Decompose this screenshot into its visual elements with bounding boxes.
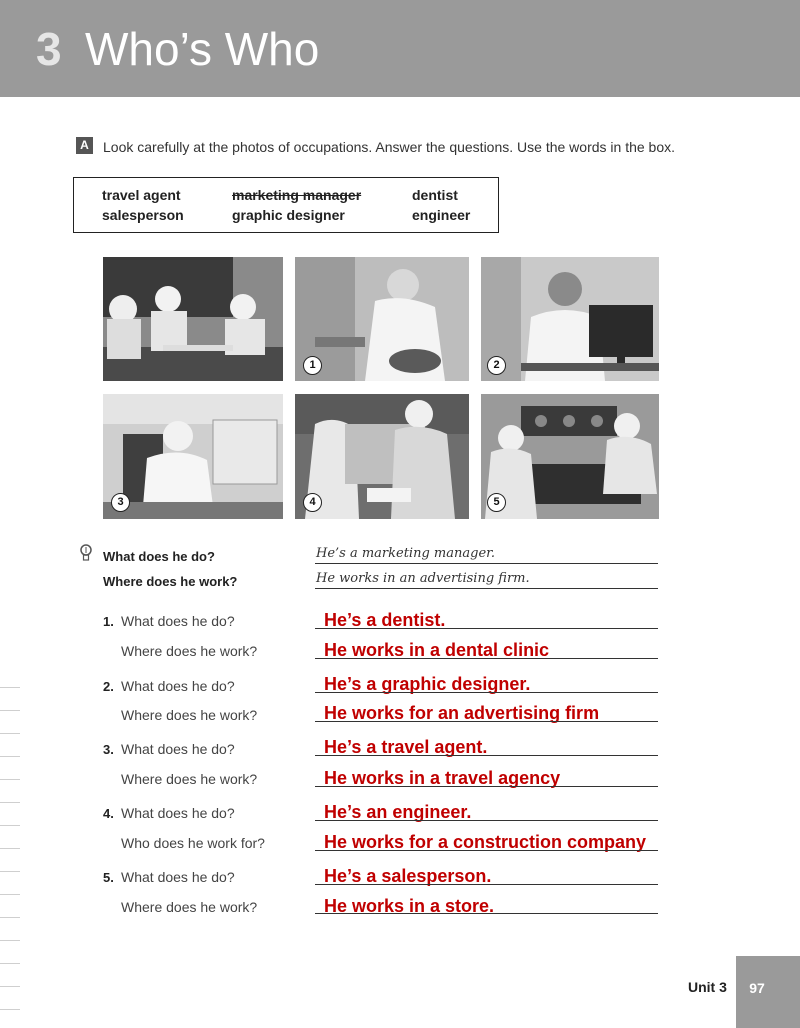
answer-text: He works for a construction company: [324, 832, 647, 852]
answer-text: He’s a graphic designer.: [324, 674, 531, 694]
question-text: What does he do?: [121, 678, 235, 694]
answer-line: [315, 721, 658, 722]
answer-line: [315, 563, 658, 564]
lightbulb-icon: [80, 544, 92, 562]
footer-unit-label: Unit 3: [688, 979, 727, 995]
margin-tick: [0, 871, 20, 872]
question-text: Who does he work for?: [121, 835, 265, 851]
answer-text: He works in a travel agency: [324, 768, 561, 788]
question-text: Where does he work?: [121, 771, 258, 787]
answer-line: [315, 884, 658, 885]
photo-marketing-meeting: [103, 257, 283, 381]
answer-line: [315, 692, 658, 693]
word-box-item: dentist: [412, 187, 458, 203]
margin-tick: [0, 963, 20, 964]
margin-tick: [0, 848, 20, 849]
margin-tick: [0, 917, 20, 918]
question-number: 5.: [103, 870, 114, 885]
unit-number: 3: [36, 23, 62, 75]
answer-line: [315, 755, 658, 756]
answer-text: He’s a salesperson.: [324, 866, 492, 886]
answer-text: He works in a dental clinic: [324, 640, 550, 660]
margin-tick: [0, 1009, 20, 1010]
question-text: What does he do?: [121, 613, 235, 629]
word-box-item: engineer: [412, 207, 471, 223]
margin-tick: [0, 825, 20, 826]
question-text: What does he do?: [121, 805, 235, 821]
page-title: Who’s Who: [85, 23, 320, 75]
example-answer: He works in an advertising firm.: [316, 571, 530, 586]
word-box-item-crossed: marketing manager: [232, 187, 362, 203]
example-question: What does he do?: [103, 549, 215, 564]
question-number: 4.: [103, 806, 114, 821]
answer-line: [315, 850, 658, 851]
word-box-item: travel agent: [102, 187, 181, 203]
answer-text: He works in a store.: [324, 896, 495, 916]
margin-tick: [0, 802, 20, 803]
header-banner: [0, 0, 800, 97]
margin-tick: [0, 894, 20, 895]
answer-text: He works for an advertising firm: [324, 703, 600, 723]
photo-dentist: [295, 257, 469, 381]
word-box-item: graphic designer: [232, 207, 345, 223]
word-box-item: salesperson: [102, 207, 184, 223]
margin-tick: [0, 986, 20, 987]
margin-tick: [0, 756, 20, 757]
question-text: What does he do?: [121, 741, 235, 757]
exercise-instruction: Look carefully at the photos of occupations. Answer the questions. Use the words in the box.: [103, 139, 676, 155]
question-text: What does he do?: [121, 869, 235, 885]
answer-line: [315, 786, 658, 787]
answer-text: He’s a travel agent.: [324, 737, 488, 757]
example-answer: He’s a marketing manager.: [316, 546, 496, 561]
photo-number-badge: 3: [111, 493, 130, 512]
answer-line: [315, 628, 658, 629]
margin-tick: [0, 940, 20, 941]
question-number: 2.: [103, 679, 114, 694]
answer-line: [315, 820, 658, 821]
photo-graphic-designer: [481, 257, 659, 381]
question-text: Where does he work?: [121, 899, 258, 915]
question-text: Where does he work?: [121, 707, 258, 723]
question-text: Where does he work?: [121, 643, 258, 659]
photo-salesperson: [481, 394, 659, 519]
answer-text: He’s an engineer.: [324, 802, 472, 822]
answer-line: [315, 588, 658, 589]
example-question: Where does he work?: [103, 574, 238, 589]
margin-tick: [0, 733, 20, 734]
question-number: 3.: [103, 742, 114, 757]
photo-number-badge: 1: [303, 356, 322, 375]
page-number: 97: [749, 980, 765, 996]
photo-engineer: [295, 394, 469, 519]
answer-text: He’s a dentist.: [324, 610, 446, 630]
word-box: [73, 177, 499, 233]
margin-tick: [0, 687, 20, 688]
photo-number-badge: 5: [487, 493, 506, 512]
page-number-box: [736, 956, 800, 1028]
exercise-label: A: [76, 137, 93, 154]
question-number: 1.: [103, 614, 114, 629]
photo-number-badge: 2: [487, 356, 506, 375]
margin-tick: [0, 710, 20, 711]
answer-line: [315, 913, 658, 914]
margin-tick: [0, 779, 20, 780]
answer-line: [315, 658, 658, 659]
photo-number-badge: 4: [303, 493, 322, 512]
photo-travel-agent: [103, 394, 283, 519]
